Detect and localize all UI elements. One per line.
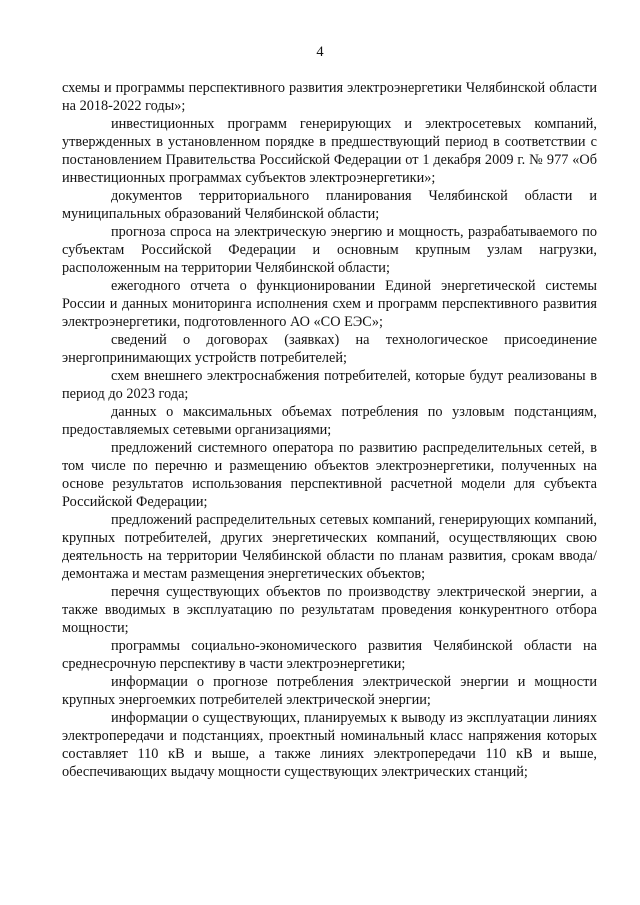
list-item-connection-contracts: сведений о договорах (заявках) на технологическое присоединение энергопринимающих устройств потребителей;: [62, 332, 597, 366]
list-item-power-lines-substations: информации о существующих, планируемых к выводу из эксплуатации линиях электропередачи и подстанциях, проектный номинальный класс напряжения которых составляет 110 кВ и выше, а также линиях электропередачи 110 кВ и выше, обеспечивающих выдачу мощности существующих электрических станций;: [62, 710, 597, 780]
list-item-consumption-forecast: информации о прогнозе потребления электрической энергии и мощности крупных энергоемких потребителей электрической энергии;: [62, 674, 597, 708]
list-item-territorial-planning: документов территориального планирования Челябинской области и муниципальных образований Челябинской области;: [62, 188, 597, 222]
list-item-generation-objects: перечня существующих объектов по производству электрической энергии, а также вводимых в эксплуатацию по результатам проведения конкурентного отбора мощности;: [62, 584, 597, 636]
list-item-company-proposals: предложений распределительных сетевых компаний, генерирующих компаний, крупных потребителей, других энергетических компаний, осуществляющих свою деятельность на территории Челябинской области по планам развития, срокам ввода/демонтажа и местам размещения энергетических объектов;: [62, 512, 597, 582]
list-item-max-consumption-data: данных о максимальных объемах потребления по узловым подстанциям, предоставляемых сетевыми организациями;: [62, 404, 597, 438]
list-item-system-operator-proposals: предложений системного оператора по развитию распределительных сетей, в том числе по перечню и размещению объектов электроэнергетики, полученных на основе результатов использования перспективной расчетной модели для субъекта Российской Федерации;: [62, 440, 597, 510]
list-item-annual-report: ежегодного отчета о функционировании Единой энергетической системы России и данных мониторинга исполнения схем и программ перспективного развития электроэнергетики, подготовленного АО «СО ЕЭС»;: [62, 278, 597, 330]
page-number: 4: [316, 44, 324, 60]
list-item-demand-forecast: прогноза спроса на электрическую энергию и мощность, разрабатываемого по субъектам Российской Федерации и основным крупным узлам нагрузки, расположенным на территории Челябинской области;: [62, 224, 597, 276]
document-body: [62, 79, 597, 781]
list-item-investment-programs: инвестиционных программ генерирующих и электросетевых компаний, утвержденных в установленном порядке в предшествующий период в соответствии с постановлением Правительства Российской Федерации от 1 декабря 2009 г. № 977 «Об инвестиционных программах субъектов электроэнергетики»;: [62, 116, 597, 186]
list-item-socioeconomic-program: программы социально-экономического развития Челябинской области на среднесрочную перспективу в части электроэнергетики;: [62, 638, 597, 672]
paragraph-continuation: схемы и программы перспективного развития электроэнергетики Челябинской области на 2018-2022 годы»;: [62, 80, 597, 114]
list-item-external-supply-schemes: схем внешнего электроснабжения потребителей, которые будут реализованы в период до 2023 года;: [62, 368, 597, 402]
